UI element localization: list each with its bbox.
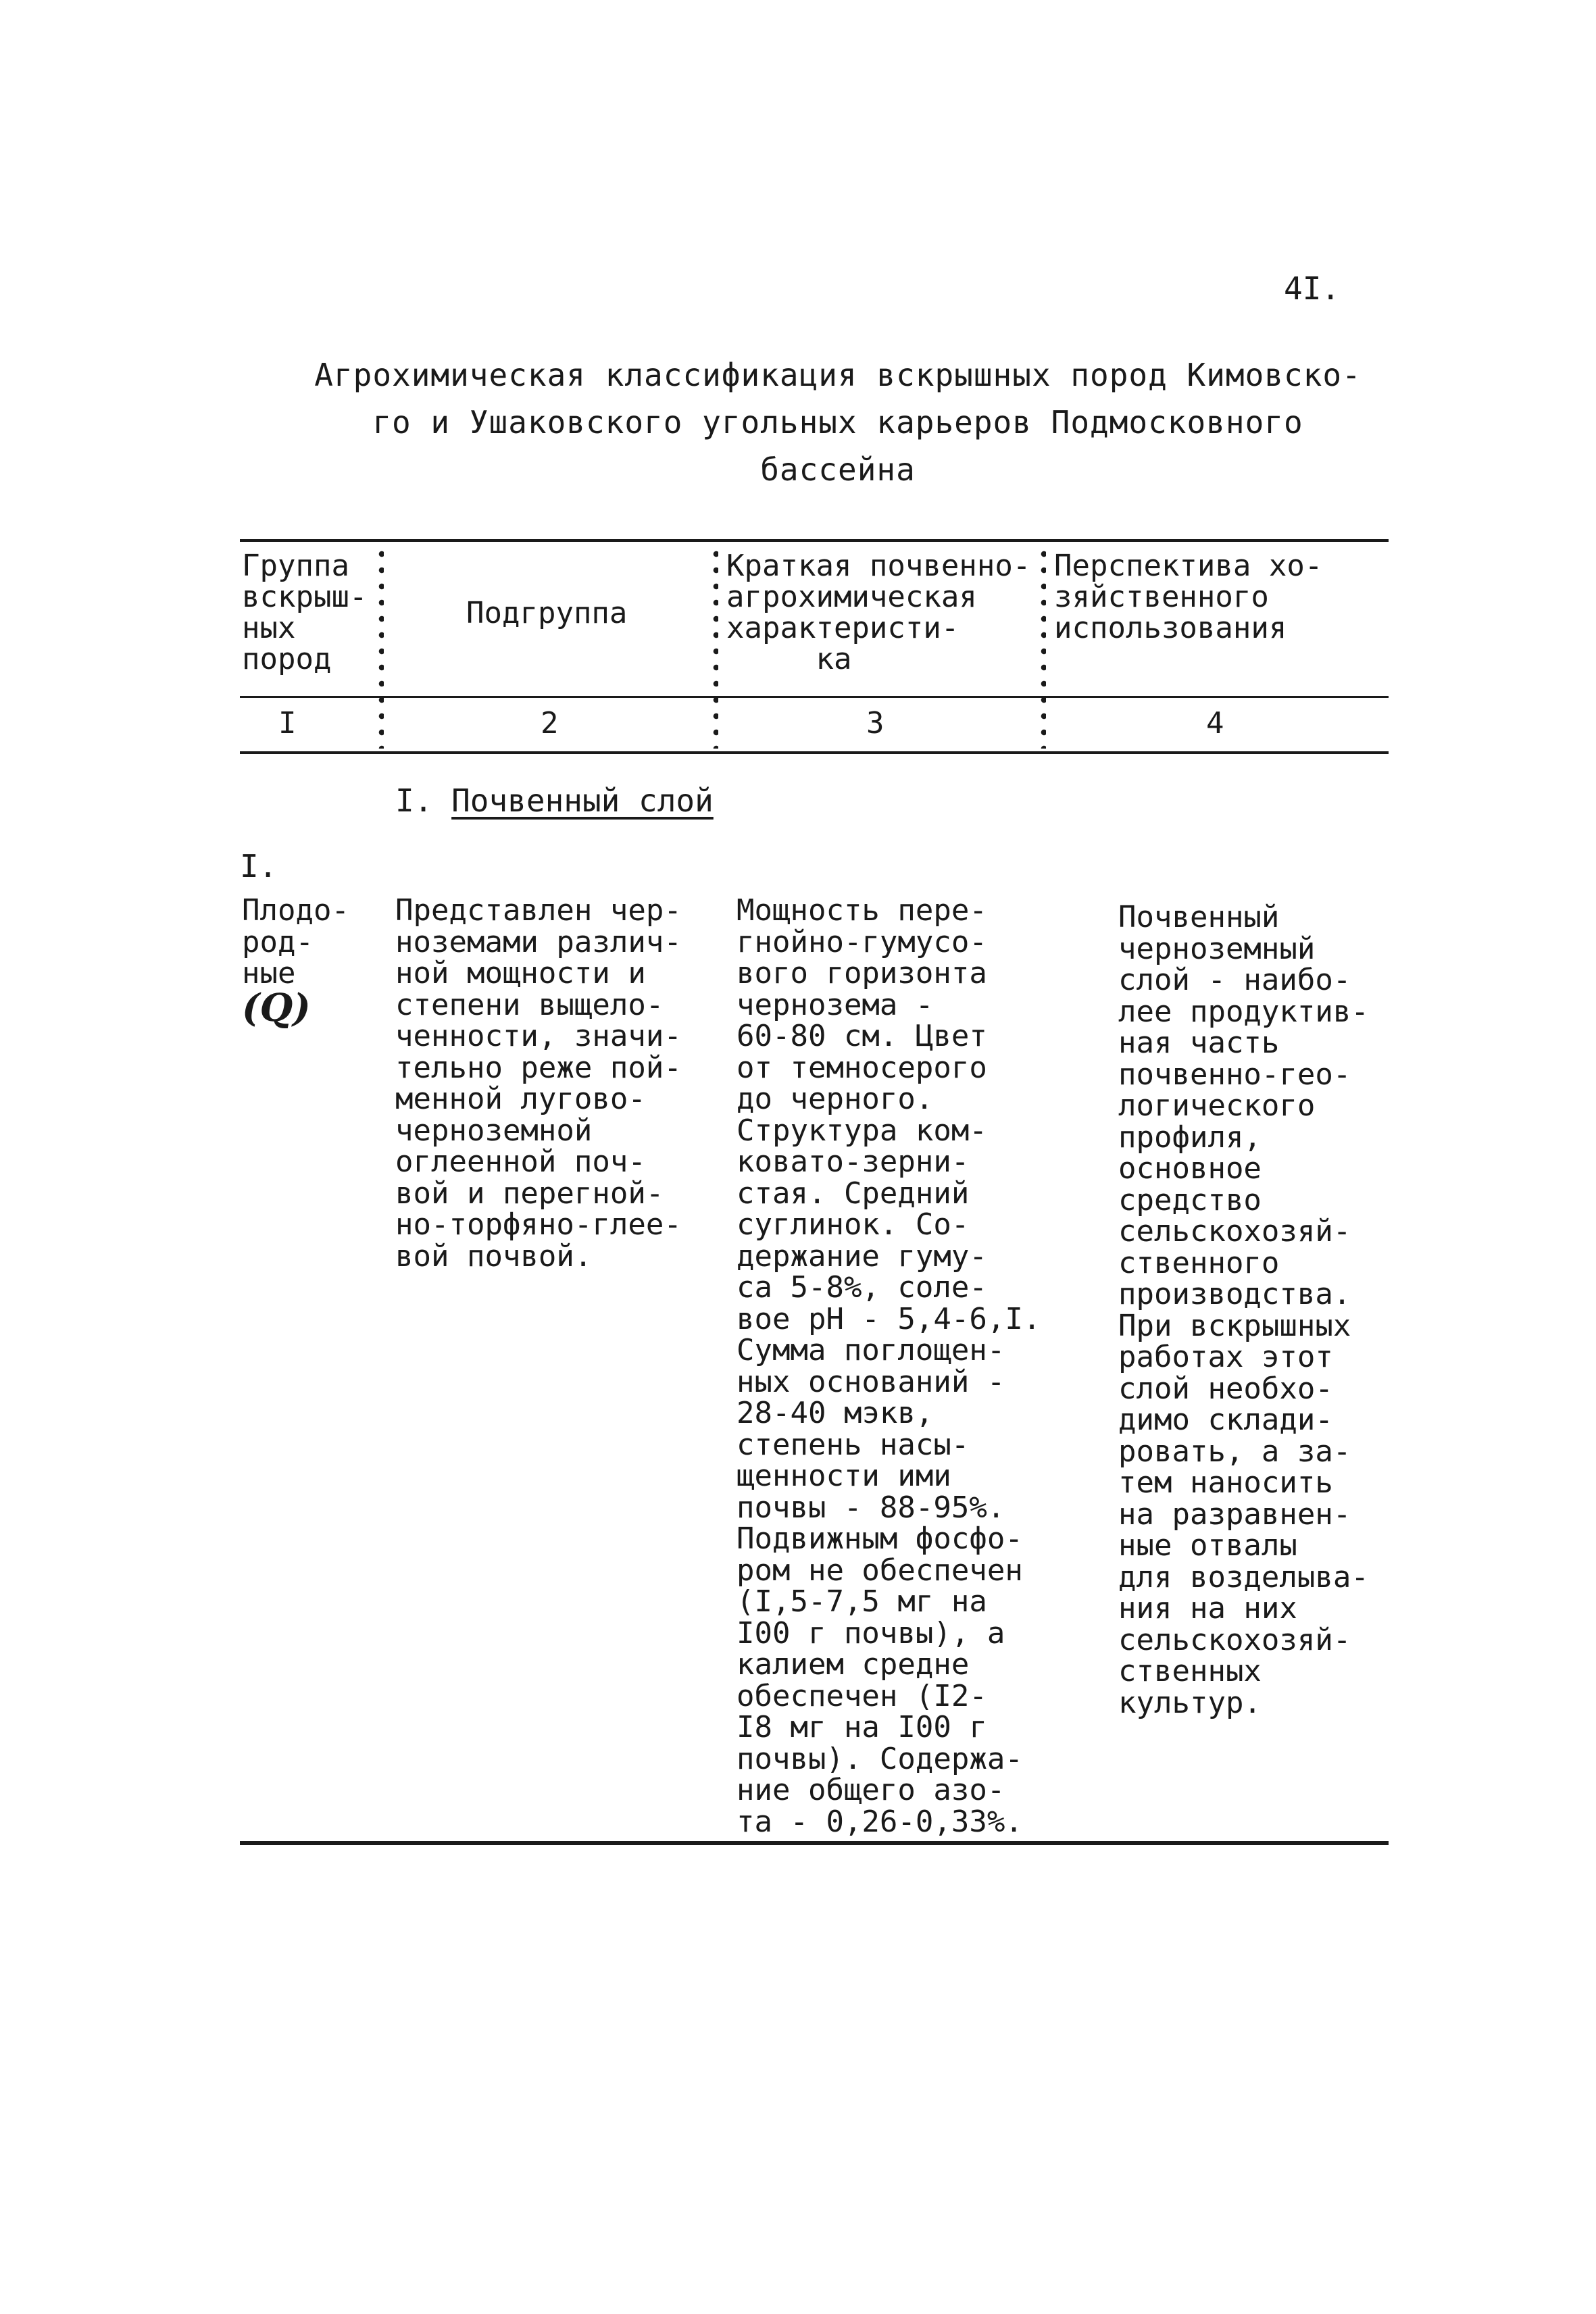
- cell-line: вое pH - 5,4-6,I.: [737, 1301, 1041, 1336]
- cell-line: на разравнен-: [1118, 1496, 1351, 1532]
- cell-line: работах этот: [1118, 1340, 1333, 1374]
- cell-line: почвенно-гео-: [1118, 1057, 1351, 1092]
- cell-line: (I,5-7,5 мг на: [737, 1584, 987, 1619]
- cell-line: Мощность пере-: [737, 893, 987, 928]
- column-separator: [378, 546, 384, 749]
- table-bottom-rule: [240, 1841, 1389, 1845]
- cell-line: ченности, значи-: [395, 1019, 682, 1053]
- cell-line: При вскрышных: [1118, 1308, 1351, 1343]
- cell-line: вой почвой.: [395, 1238, 593, 1274]
- cell-line: слой необхо-: [1118, 1371, 1333, 1406]
- title-line: бассейна: [760, 451, 916, 488]
- header-characteristic: [726, 551, 1030, 675]
- cell-line: вого горизонта: [737, 956, 987, 990]
- cell-line: оглеенной поч-: [395, 1145, 646, 1179]
- cell-line: держание гуму-: [737, 1238, 987, 1274]
- header-group: [242, 551, 367, 675]
- cell-line: ственных: [1118, 1654, 1262, 1688]
- table-top-rule: [240, 539, 1389, 542]
- cell-line: калием средне: [737, 1647, 970, 1682]
- cell-line: суглинок. Со-: [737, 1207, 970, 1242]
- cell-line: димо склади-: [1118, 1403, 1333, 1437]
- section-number: I.: [395, 782, 433, 819]
- column-number: 2: [541, 706, 559, 740]
- cell-line: Структура ком-: [737, 1113, 987, 1148]
- cell-line: профиля,: [1118, 1120, 1262, 1155]
- cell-line: обеспечен (I2-: [737, 1678, 987, 1713]
- header-line: использования: [1054, 611, 1287, 645]
- cell-line: род-: [242, 924, 314, 959]
- cell-line: Плодо-: [242, 893, 349, 928]
- cell-line: Почвенный: [1118, 900, 1280, 934]
- header-line: характеристи-: [726, 611, 959, 645]
- cell-line: культур.: [1118, 1685, 1262, 1720]
- header-subgroup: [466, 598, 627, 629]
- cell-line: тельно реже пой-: [395, 1050, 682, 1085]
- cell-line: 60-80 см. Цвет: [737, 1019, 987, 1053]
- document-title: [297, 351, 1378, 493]
- cell-line: от темносерого: [737, 1050, 987, 1085]
- header-line: вскрыш-: [242, 580, 368, 614]
- header-line: Перспектива хо-: [1054, 549, 1323, 583]
- cell-line: ная часть: [1118, 1026, 1280, 1060]
- cell-line: чернозема -: [737, 987, 934, 1022]
- cell-characteristic: [737, 895, 1041, 1838]
- column-separator: [713, 546, 718, 749]
- cell-line: степени выщело-: [395, 987, 664, 1022]
- cell-line: до черного.: [737, 1082, 934, 1116]
- cell-line: ковато-зерни-: [737, 1145, 970, 1179]
- cell-line: щенности ими: [737, 1459, 951, 1493]
- cell-line: тем наносить: [1118, 1465, 1333, 1500]
- cell-line: менной лугово-: [395, 1082, 646, 1116]
- cell-line: но-торфяно-глее-: [395, 1207, 682, 1242]
- cell-line: ных оснований -: [737, 1364, 1005, 1399]
- header-line: Группа: [242, 549, 349, 583]
- cell-line: степень насы-: [737, 1427, 970, 1462]
- handwritten-marker: (Q): [242, 985, 311, 1030]
- cell-line: I8 мг на I00 г: [737, 1710, 987, 1744]
- column-number: I: [278, 706, 297, 740]
- cell-line: I00 г почвы), а: [737, 1615, 1005, 1651]
- cell-line: ственного: [1118, 1245, 1280, 1280]
- cell-line: почвы). Содержа-: [737, 1741, 1023, 1776]
- column-number: 3: [866, 706, 884, 740]
- column-number: 4: [1206, 706, 1224, 740]
- cell-line: гнойно-гумусо-: [737, 924, 987, 959]
- cell-line: Сумма поглощен-: [737, 1333, 1005, 1367]
- header-prospect: [1054, 551, 1322, 644]
- cell-line: почвы - 88-95%.: [737, 1490, 1005, 1525]
- cell-line: черноземной: [395, 1113, 593, 1148]
- table-header-rule: [240, 696, 1389, 698]
- header-line: Подгруппа: [466, 596, 628, 630]
- title-line: го и Ушаковского угольных карьеров Подмосковного: [372, 404, 1303, 441]
- cell-line: ром не обеспечен: [737, 1553, 1023, 1588]
- cell-line: ные: [242, 956, 296, 990]
- cell-line: та - 0,26-0,33%.: [737, 1804, 1023, 1839]
- cell-group: [242, 893, 349, 1030]
- cell-line: ния на них: [1118, 1591, 1297, 1626]
- cell-line: сельскохозяй-: [1118, 1214, 1351, 1249]
- column-separator: [1041, 546, 1046, 749]
- header-line: зяйственного: [1054, 580, 1269, 614]
- cell-line: стая. Средний: [737, 1176, 970, 1211]
- cell-subgroup: [395, 895, 682, 1272]
- cell-prospect: [1118, 902, 1369, 1719]
- cell-line: сельскохозяй-: [1118, 1622, 1351, 1657]
- cell-line: логического: [1118, 1088, 1316, 1123]
- cell-line: для возделыва-: [1118, 1559, 1369, 1594]
- header-line: пород: [242, 642, 332, 676]
- cell-line: черноземный: [1118, 931, 1316, 966]
- cell-line: слой - наибо-: [1118, 963, 1351, 997]
- header-line: Краткая почвенно-: [726, 549, 1031, 583]
- table-numbers-rule: [240, 751, 1389, 754]
- cell-line: Представлен чер-: [395, 893, 682, 928]
- cell-line: ноземами различ-: [395, 924, 682, 959]
- cell-line: ные отвалы: [1118, 1528, 1297, 1563]
- cell-line: ровать, а за-: [1118, 1434, 1351, 1469]
- header-line: ных: [242, 611, 296, 645]
- cell-line: производства.: [1118, 1277, 1351, 1311]
- title-line: Агрохимическая классификация вскрышных пород Кимовско-: [314, 357, 1362, 393]
- section-heading: [395, 782, 714, 819]
- cell-line: основное: [1118, 1151, 1262, 1186]
- cell-line: Подвижным фосфо-: [737, 1521, 1023, 1556]
- cell-line: ной мощности и: [395, 956, 646, 990]
- cell-line: са 5-8%, соле-: [737, 1270, 987, 1305]
- section-title: Почвенный слой: [451, 782, 714, 819]
- cell-line: ние общего азо-: [737, 1773, 1005, 1807]
- cell-line: лее продуктив-: [1118, 994, 1369, 1029]
- group-number: I.: [240, 848, 278, 884]
- header-line: ка: [726, 642, 852, 676]
- cell-line: вой и перегной-: [395, 1176, 664, 1211]
- cell-line: средство: [1118, 1182, 1262, 1217]
- page-number: 4I.: [1284, 270, 1341, 307]
- header-line: агрохимическая: [726, 580, 977, 614]
- cell-line: 28-40 мэкв,: [737, 1396, 934, 1430]
